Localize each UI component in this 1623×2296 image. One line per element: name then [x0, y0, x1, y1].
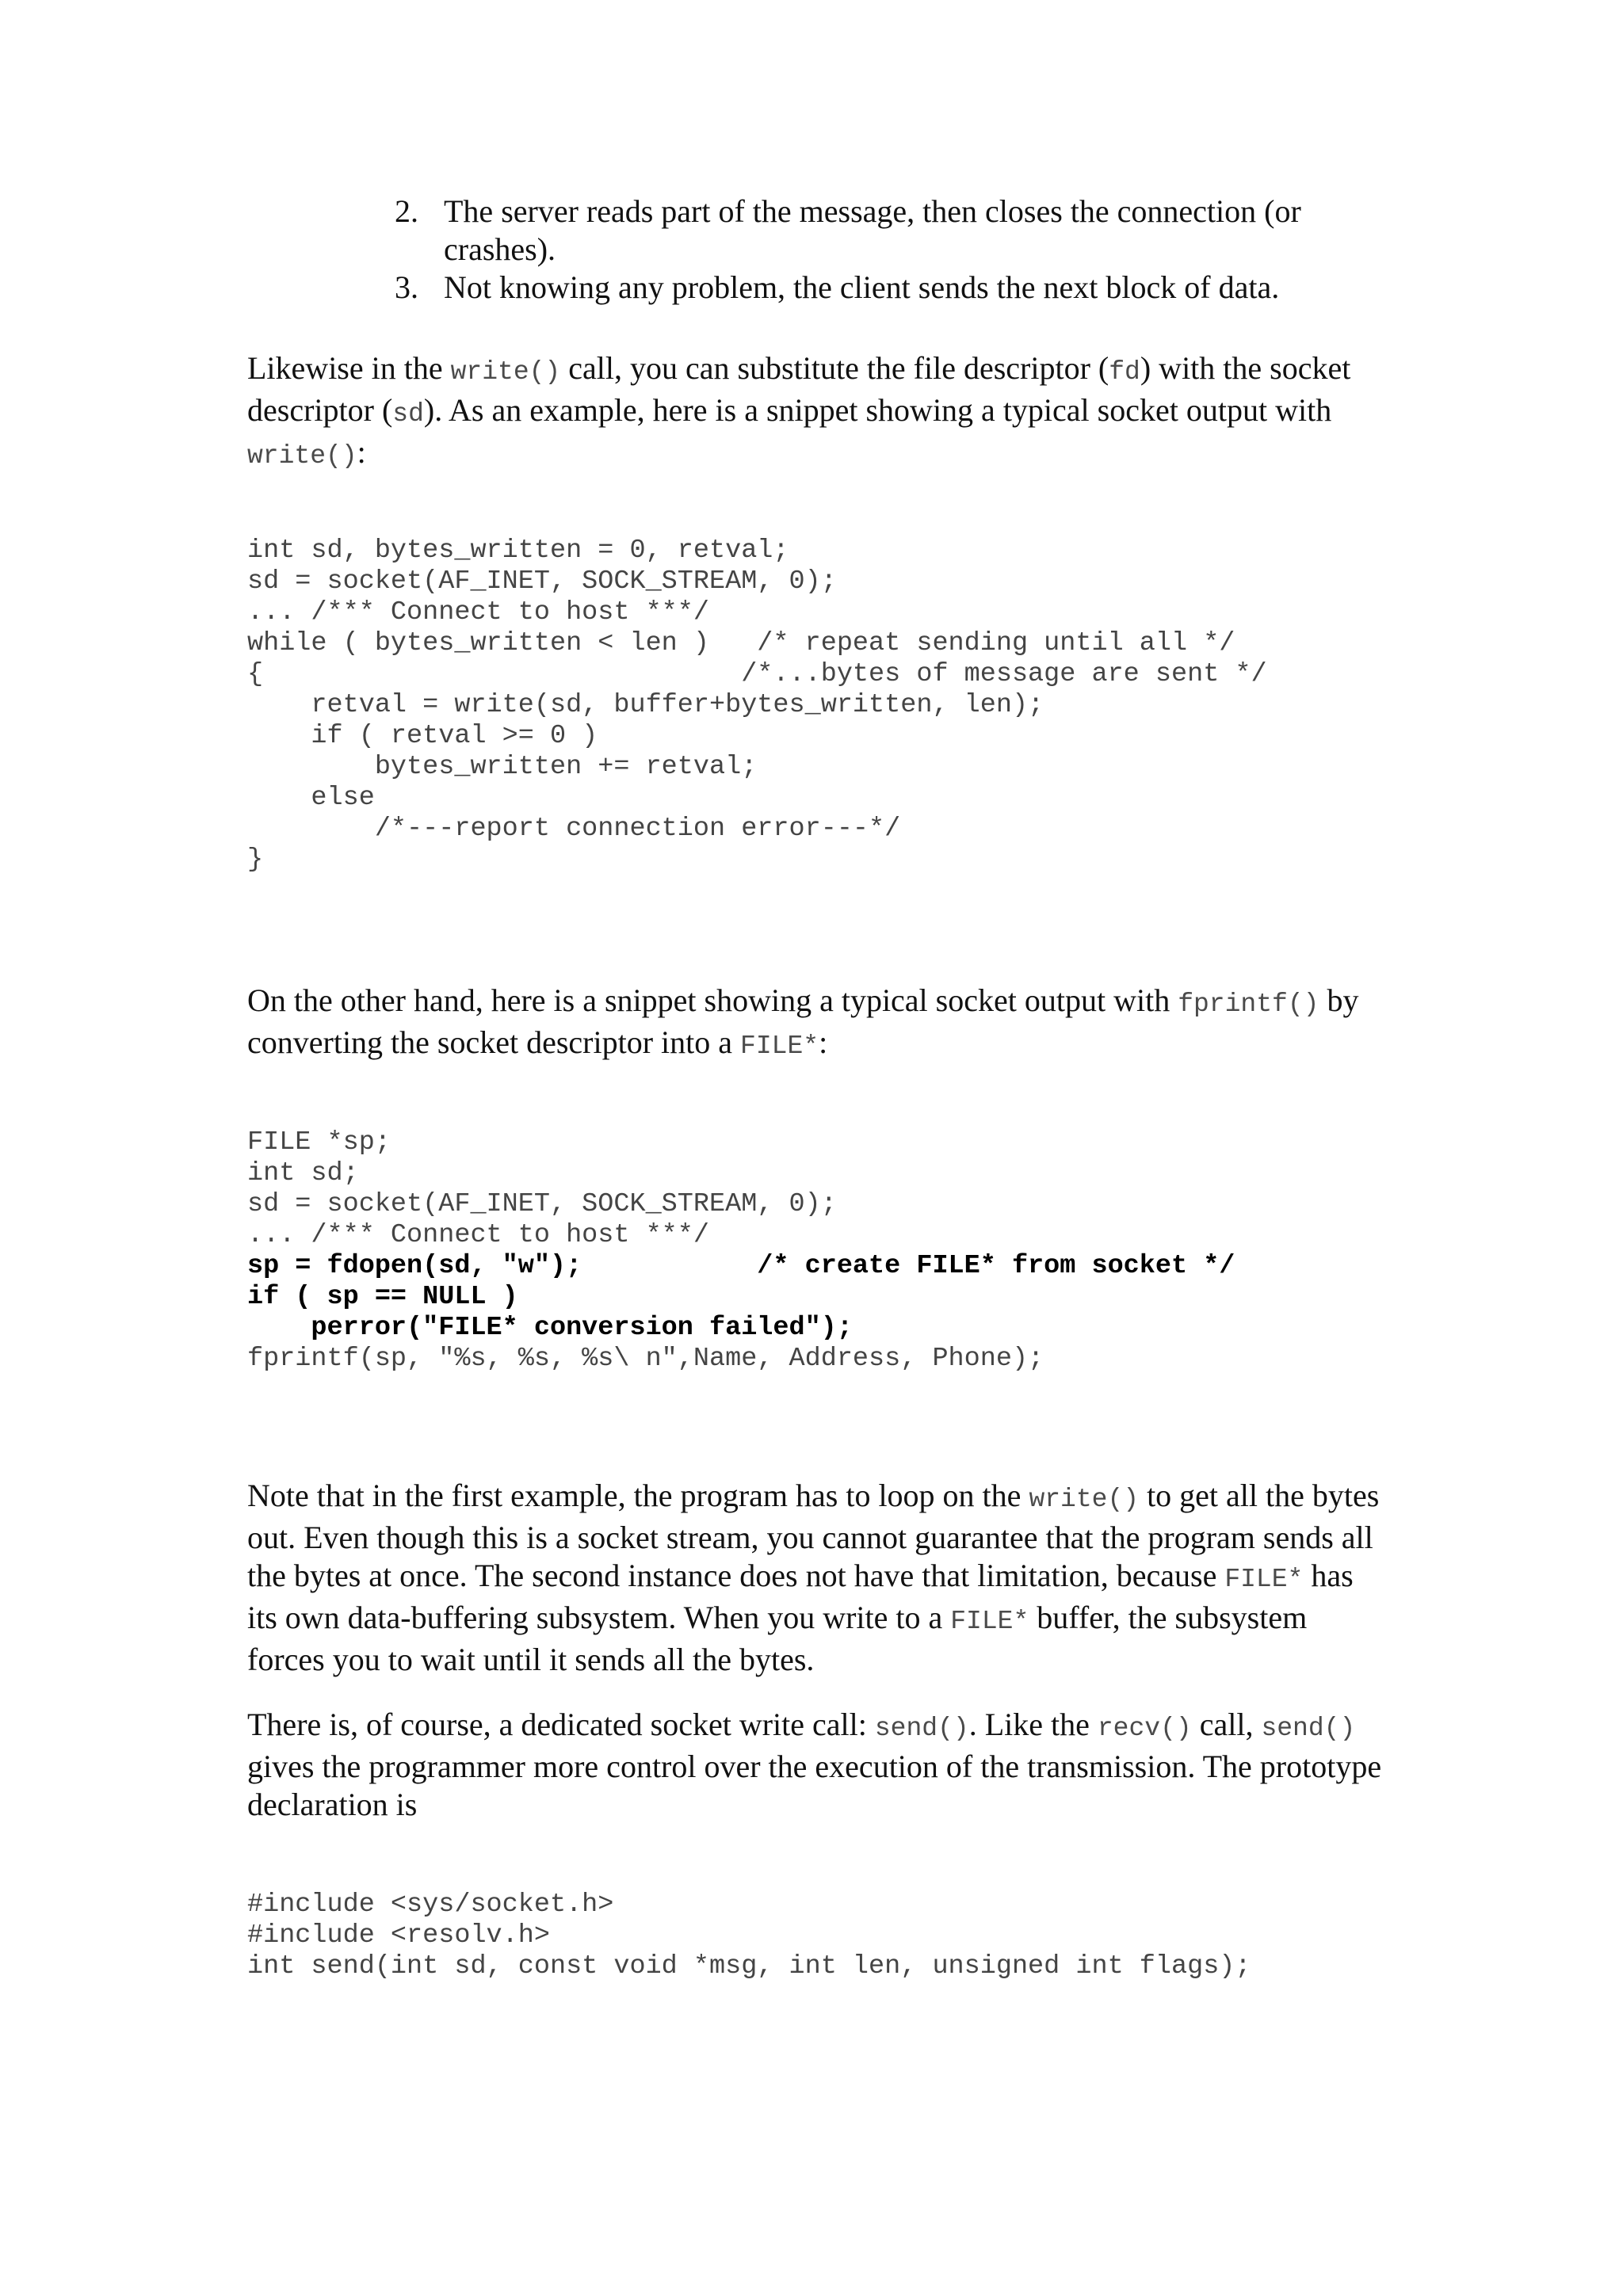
code-line: { /*...bytes of message are sent */: [247, 659, 1267, 689]
text-run: Note that in the first example, the program has to loop on the: [247, 1478, 1029, 1513]
code-line: #include <sys/socket.h>: [247, 1890, 614, 1920]
text-run: has its own data-buffering subsystem. When you write to a: [247, 1558, 1354, 1635]
inline-code: send(): [1261, 1714, 1356, 1743]
paragraph-buffering-note: [247, 1477, 1388, 1679]
inline-code: send(): [874, 1714, 969, 1743]
code-line: ... /*** Connect to host ***/: [247, 1220, 709, 1250]
text-run: gives the programmer more control over the execution of the transmission. The prototype declaration is: [247, 1749, 1382, 1822]
list-item-text: The server reads part of the message, then closes the connection (or crashes).: [444, 193, 1301, 267]
inline-code: fprintf(): [1178, 990, 1319, 1019]
text-run: ). As an example, here is a snippet showing a typical socket output with: [423, 392, 1332, 428]
code-line-bold: perror("FILE* conversion failed");: [247, 1313, 853, 1343]
code-line: bytes_written += retval;: [247, 752, 758, 782]
inline-code: write(): [247, 441, 357, 471]
code-block-write-loop: [247, 536, 1267, 875]
text-run: There is, of course, a dedicated socket write call:: [247, 1707, 875, 1742]
code-line: else: [247, 783, 375, 813]
text-run: to get all the bytes out. Even though this is a socket stream, you cannot guarantee that the program sends all the bytes at once. The second instance does not have that limitation, because: [247, 1478, 1380, 1593]
paragraph-fprintf-intro: [247, 982, 1388, 1066]
code-line: retval = write(sd, buffer+bytes_written, len);: [247, 690, 1044, 720]
inline-code: write(): [450, 357, 561, 387]
inline-code: FILE*: [950, 1607, 1029, 1636]
paragraph-send-intro: [247, 1706, 1388, 1824]
text-run: by converting the socket descriptor into a: [247, 982, 1359, 1060]
inline-code: FILE*: [740, 1032, 819, 1061]
code-line: int send(int sd, const void *msg, int len, unsigned int flags);: [247, 1951, 1251, 1981]
code-line: sd = socket(AF_INET, SOCK_STREAM, 0);: [247, 566, 837, 597]
code-line: sd = socket(AF_INET, SOCK_STREAM, 0);: [247, 1189, 837, 1219]
code-block-send-prototype: [247, 1890, 1251, 1982]
text-run: buffer, the subsystem forces you to wait until it sends all the bytes.: [247, 1600, 1308, 1677]
list-item-number: 3.: [395, 269, 418, 305]
list-item-3: [388, 269, 1379, 307]
text-run: call,: [1191, 1707, 1262, 1742]
text-run: . Like the: [968, 1707, 1098, 1742]
code-line-bold: sp = fdopen(sd, "w"); /* create FILE* from socket */: [247, 1251, 1235, 1281]
code-line: int sd, bytes_written = 0, retval;: [247, 536, 789, 566]
inline-code: sd: [392, 399, 424, 429]
code-line: if ( retval >= 0 ): [247, 721, 598, 751]
code-line: #include <resolv.h>: [247, 1920, 550, 1951]
text-run: :: [819, 1024, 828, 1060]
text-run: Likewise in the: [247, 350, 451, 386]
code-line: FILE *sp;: [247, 1127, 391, 1158]
inline-code: recv(): [1097, 1714, 1192, 1743]
code-line: while ( bytes_written < len ) /* repeat sending until all */: [247, 628, 1235, 658]
text-run: On the other hand, here is a snippet showing a typical socket output with: [247, 982, 1178, 1018]
text-run: call, you can substitute the file descriptor (: [560, 350, 1109, 386]
code-line: int sd;: [247, 1158, 359, 1188]
code-line: fprintf(sp, "%s, %s, %s\ n",Name, Address, Phone);: [247, 1344, 1044, 1374]
text-run: :: [357, 434, 366, 470]
list-item-number: 2.: [395, 193, 418, 229]
numbered-list: [388, 193, 1379, 307]
inline-code: write(): [1029, 1485, 1140, 1514]
list-item-text: Not knowing any problem, the client sends the next block of data.: [444, 269, 1280, 305]
paragraph-write-intro: [247, 349, 1388, 475]
inline-code: FILE*: [1224, 1565, 1304, 1594]
text-run: ) with the socket descriptor (: [247, 350, 1351, 428]
inline-code: fd: [1109, 357, 1140, 387]
code-line: ... /*** Connect to host ***/: [247, 597, 709, 627]
code-line-bold: if ( sp == NULL ): [247, 1282, 518, 1312]
list-item-2: [388, 193, 1379, 269]
code-line: /*---report connection error---*/: [247, 814, 901, 844]
code-line: }: [247, 845, 264, 875]
code-block-fdopen: [247, 1127, 1235, 1375]
